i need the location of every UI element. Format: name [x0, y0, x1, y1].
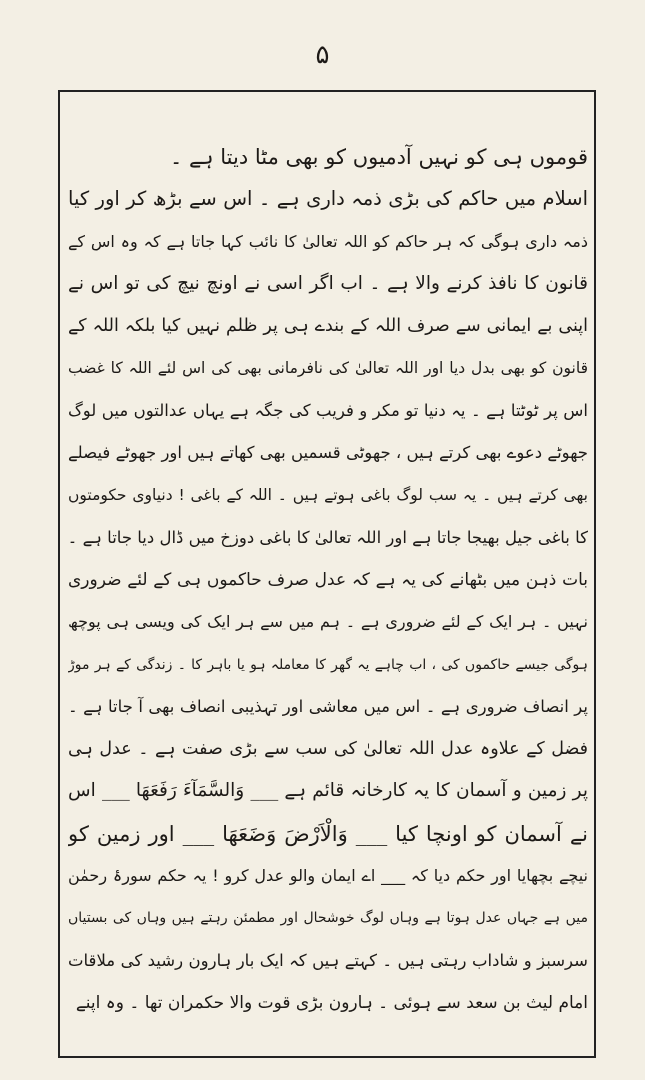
text-line: پر انصاف ضروری ہے ۔ اس میں معاشی اور تہذیبی انصاف بھی آ جاتا ہے ۔ [68, 696, 588, 716]
text-line: ہوگی جیسے حاکموں کی ، اب چاہے یہ گھر کا معاملہ ہو یا باہر کا ۔ زندگی کے ہر موڑ [68, 656, 588, 673]
text-line: امام لیث بن سعد سے ہوئی ۔ ہارون بڑی قوت والا حکمران تھا ۔ وہ اپنے [75, 992, 588, 1013]
text-line: اسلام میں حاکم کی بڑی ذمہ داری ہے ۔ اس سے بڑھ کر اور کیا [68, 187, 588, 211]
text-line: میں ہے جہاں عدل ہوتا ہے وہاں لوگ خوشحال اور مطمئن رہتے ہیں وہاں کی بستیاں [68, 910, 588, 927]
text-line: نیچے بچھایا اور حکم دیا کہ ___ اے ایمان والو عدل کرو ! یہ حکم سورۂ رحمٰن [68, 866, 588, 886]
text-line: اس پر ٹوٹتا ہے ۔ یہ دنیا تو مکر و فریب کی جگہ ہے یہاں عدالتوں میں لوگ [68, 400, 588, 420]
page-number: ۵ [315, 40, 330, 70]
text-line: اپنی بے ایمانی سے صرف اللہ کے بندے ہی پر ظلم نہیں کیا بلکہ اللہ کے [68, 316, 588, 337]
text-line: بات ذہن میں بٹھانے کی یہ ہے کہ عدل صرف حاکموں ہی کے لئے ضروری [68, 569, 588, 590]
text-line-with-verse: پر زمین و آسمان کا یہ کارخانہ قائم ہے ___ وَالسَّمَآءَ رَفَعَهَا ___ اس [68, 780, 588, 802]
text-line: قوموں ہی کو نہیں آدمیوں کو بھی مٹا دیتا ہے ۔ [169, 145, 588, 169]
text-line: بھی کرتے ہیں ۔ یہ سب لوگ باغی ہوتے ہیں ۔ اللہ کے باغی ! دنیاوی حکومتوں [68, 486, 588, 505]
text-line: قانون کا نافذ کرنے والا ہے ۔ اب اگر اسی نے اونچ نیچ کی تو اس نے [68, 272, 588, 294]
text-line: سرسبز و شاداب رہتی ہیں ۔ کہتے ہیں کہ ایک بار ہارون رشید کی ملاقات [68, 950, 588, 970]
text-line: فضل کے علاوہ عدل اللہ تعالیٰ کی سب سے بڑی صفت ہے ۔ عدل ہی [68, 739, 588, 760]
text-line: نہیں ۔ ہر ایک کے لئے ضروری ہے ۔ ہم میں سے ہر ایک کی ویسی ہی پوچھ [68, 612, 588, 632]
text-line: کا باغی جیل بھیجا جاتا ہے اور اللہ تعالیٰ کا باغی دوزخ میں ڈال دیا جاتا ہے ۔ [68, 527, 588, 547]
text-line: جھوٹے دعوے بھی کرتے ہیں ، جھوٹی قسمیں بھی کھاتے ہیں اور جھوٹے فیصلے [68, 443, 588, 463]
text-line: ذمہ داری ہوگی کہ ہر حاکم کو اللہ تعالیٰ کا نائب کہا جاتا ہے کہ وہ اس کے [68, 231, 588, 251]
body-text [68, 136, 588, 1024]
text-line-with-verse: نے آسمان کو اونچا کیا ___ وَالْاَرْضَ وَضَعَهَا ___ اور زمین کو [68, 821, 588, 846]
text-line: قانون کو بھی بدل دیا اور اللہ تعالیٰ کی نافرمانی بھی کی اس لئے اللہ کا غضب [68, 359, 588, 378]
